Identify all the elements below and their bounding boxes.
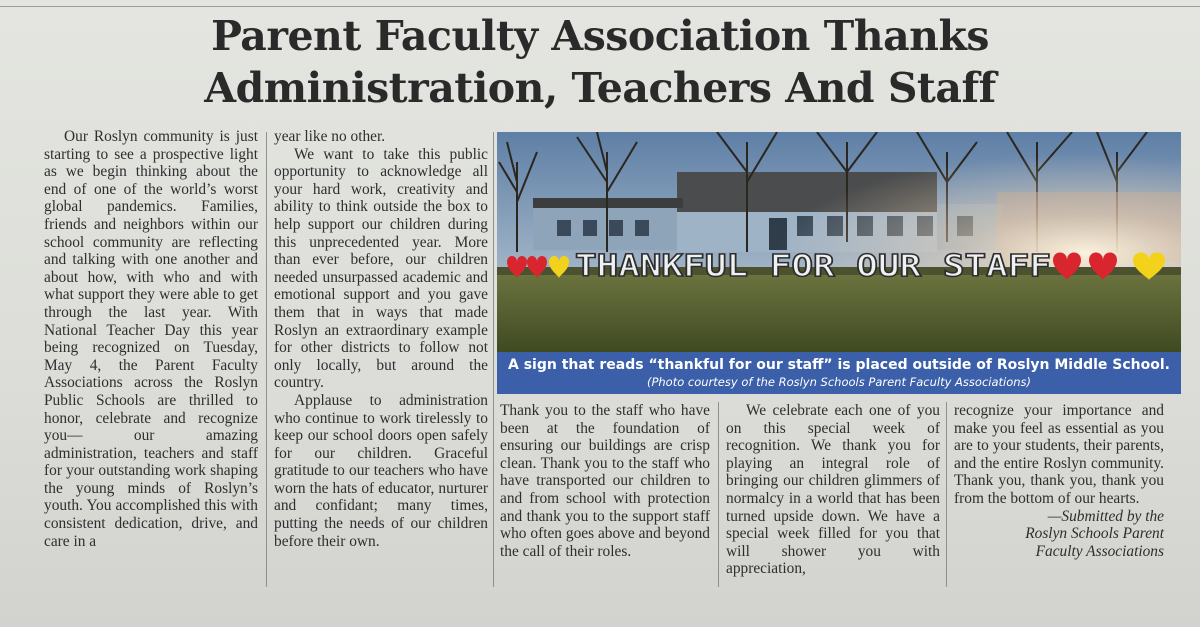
sign-text: THANKFUL FOR OUR STAFF — [575, 249, 1051, 284]
column-rule — [493, 132, 494, 587]
article-column-4 — [726, 402, 940, 578]
headline-line-1: Parent Faculty Association Thanks — [211, 12, 989, 60]
column-rule — [266, 132, 267, 587]
photo-caption — [497, 352, 1181, 394]
article-paragraph: We celebrate each one of you on this special week of recognition. We thank you for playing an integral role of bringing our children glimmers of normalcy in a world that has been turned upside down. We have a special week filled for you that will shower you with appreciation, — [726, 402, 940, 578]
article-paragraph: year like no other. — [274, 128, 386, 145]
column-rule — [946, 402, 947, 587]
column-rule — [718, 402, 719, 587]
school-photo — [497, 132, 1181, 352]
school-photo-illustration — [497, 132, 1181, 352]
photo-credit: (Photo courtesy of the Roslyn Schools Parent Faculty Associations) — [646, 375, 1032, 389]
signoff-line: Faculty Associations — [1035, 542, 1164, 560]
article-column-3 — [500, 402, 710, 560]
headline-line-2: Administration, Teachers And Staff — [204, 64, 996, 112]
article-column-5 — [954, 402, 1164, 560]
top-rule — [0, 6, 1200, 7]
article-column-2 — [274, 128, 488, 550]
signoff-line: —Submitted by the — [1047, 507, 1164, 525]
article-column-1 — [44, 128, 258, 550]
signoff-line: Roslyn Schools Parent — [1025, 525, 1164, 543]
signoff — [954, 508, 1164, 561]
article-paragraph: recognize your importance and make you feel as essential as you are to your students, their parents, and the entire Roslyn community. Thank you, thank you, thank you from the bottom of our hearts. — [954, 402, 1164, 507]
article-paragraph: We want to take this public opportunity to acknowledge all your hard work, creativity and ability to think outside the box to help support our children during this unprecedented year. More than ever before, our children needed unsurpassed academic and emotional support and you gave them that in ways that made Roslyn an extraordinary example for other districts to follow not only locally, but around the country. — [274, 145, 488, 392]
headline — [0, 10, 1200, 114]
article-paragraph: Applause to administration who continue to work tirelessly to keep our school doors open safely for our children. Graceful gratitude to our teachers who have worn the hats of educator, nurturer and confidant; many times, putting the needs of our children before their own. — [274, 391, 488, 550]
article-paragraph: Thank you to the staff who have been at the foundation of ensuring our buildings are crisp clean. Thank you to the staff who have transported our children to and from school with protection and thank you to the support staff who often goes above and beyond the call of their roles. — [500, 402, 710, 560]
caption-text: A sign that reads “thankful for our staff” is placed outside of Roslyn Middle School. — [508, 357, 1170, 373]
article-paragraph: Our Roslyn community is just starting to see a prospective light as we begin thinking about the end of one of the world’s worst global pandemics. Families, friends and neighbors within our school community are reflecting and talking with one another and about how, with who and with what support they were able to get through the last year. With National Teacher Day this year being recognized on Tuesday, May 4, the Parent Faculty Associations across the Roslyn Public Schools are thrilled to honor, celebrate and recognize you— our amazing administration, teachers and staff for your outstanding work shaping the young minds of Roslyn’s youth. You accomplished this with consistent dedication, drive, and care in a — [44, 128, 258, 550]
